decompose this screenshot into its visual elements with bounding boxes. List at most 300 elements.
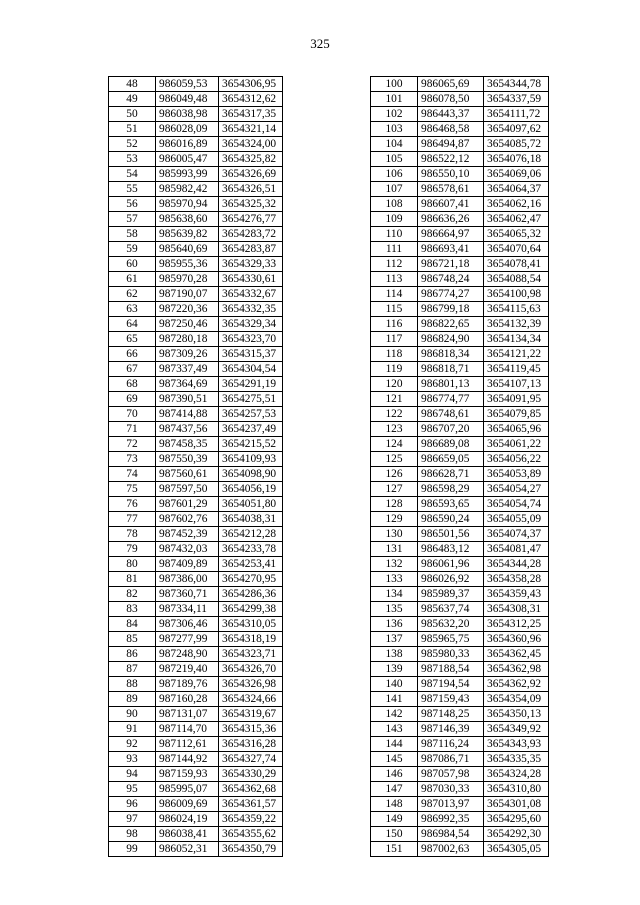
table-row bbox=[371, 527, 549, 542]
y-coordinate-cell: 3654325,82 bbox=[219, 152, 283, 167]
x-coordinate-cell: 985970,28 bbox=[156, 272, 219, 287]
x-coordinate-cell: 986748,24 bbox=[418, 272, 484, 287]
coordinates-table-right bbox=[370, 76, 549, 857]
table-row bbox=[109, 707, 283, 722]
point-number-cell: 119 bbox=[371, 362, 418, 377]
table-row bbox=[109, 752, 283, 767]
point-number-cell: 64 bbox=[109, 317, 156, 332]
point-number-cell: 57 bbox=[109, 212, 156, 227]
point-number-cell: 130 bbox=[371, 527, 418, 542]
table-row bbox=[371, 452, 549, 467]
y-coordinate-cell: 3654056,19 bbox=[219, 482, 283, 497]
x-coordinate-cell: 987114,70 bbox=[156, 722, 219, 737]
point-number-cell: 81 bbox=[109, 572, 156, 587]
y-coordinate-cell: 3654295,60 bbox=[484, 812, 549, 827]
x-coordinate-cell: 987146,39 bbox=[418, 722, 484, 737]
y-coordinate-cell: 3654324,66 bbox=[219, 692, 283, 707]
y-coordinate-cell: 3654359,43 bbox=[484, 587, 549, 602]
table-row bbox=[371, 332, 549, 347]
table-row bbox=[371, 407, 549, 422]
x-coordinate-cell: 985632,20 bbox=[418, 617, 484, 632]
point-number-cell: 68 bbox=[109, 377, 156, 392]
table-row bbox=[109, 632, 283, 647]
table-row bbox=[371, 557, 549, 572]
point-number-cell: 121 bbox=[371, 392, 418, 407]
page-number: 325 bbox=[310, 36, 330, 51]
x-coordinate-cell: 986593,65 bbox=[418, 497, 484, 512]
x-coordinate-cell: 986052,31 bbox=[156, 842, 219, 857]
point-number-cell: 92 bbox=[109, 737, 156, 752]
table-row bbox=[109, 512, 283, 527]
point-number-cell: 77 bbox=[109, 512, 156, 527]
point-number-cell: 93 bbox=[109, 752, 156, 767]
table-row bbox=[371, 92, 549, 107]
point-number-cell: 145 bbox=[371, 752, 418, 767]
y-coordinate-cell: 3654257,53 bbox=[219, 407, 283, 422]
table-row bbox=[371, 137, 549, 152]
x-coordinate-cell: 986992,35 bbox=[418, 812, 484, 827]
table-row bbox=[109, 497, 283, 512]
x-coordinate-cell: 987030,33 bbox=[418, 782, 484, 797]
x-coordinate-cell: 986818,71 bbox=[418, 362, 484, 377]
x-coordinate-cell: 986061,96 bbox=[418, 557, 484, 572]
x-coordinate-cell: 986501,56 bbox=[418, 527, 484, 542]
table-row bbox=[371, 122, 549, 137]
point-number-cell: 138 bbox=[371, 647, 418, 662]
x-coordinate-cell: 986005,47 bbox=[156, 152, 219, 167]
x-coordinate-cell: 987550,39 bbox=[156, 452, 219, 467]
x-coordinate-cell: 987452,39 bbox=[156, 527, 219, 542]
point-number-cell: 100 bbox=[371, 77, 418, 92]
table-row bbox=[109, 227, 283, 242]
table-row bbox=[109, 362, 283, 377]
table-row bbox=[109, 392, 283, 407]
table-row bbox=[109, 602, 283, 617]
table-row bbox=[109, 557, 283, 572]
table-row bbox=[371, 437, 549, 452]
point-number-cell: 86 bbox=[109, 647, 156, 662]
x-coordinate-cell: 987144,92 bbox=[156, 752, 219, 767]
y-coordinate-cell: 3654362,92 bbox=[484, 677, 549, 692]
x-coordinate-cell: 986659,05 bbox=[418, 452, 484, 467]
y-coordinate-cell: 3654321,14 bbox=[219, 122, 283, 137]
y-coordinate-cell: 3654134,34 bbox=[484, 332, 549, 347]
point-number-cell: 126 bbox=[371, 467, 418, 482]
point-number-cell: 103 bbox=[371, 122, 418, 137]
x-coordinate-cell: 987057,98 bbox=[418, 767, 484, 782]
point-number-cell: 102 bbox=[371, 107, 418, 122]
y-coordinate-cell: 3654085,72 bbox=[484, 137, 549, 152]
table-row bbox=[109, 797, 283, 812]
point-number-cell: 55 bbox=[109, 182, 156, 197]
point-number-cell: 114 bbox=[371, 287, 418, 302]
point-number-cell: 94 bbox=[109, 767, 156, 782]
point-number-cell: 134 bbox=[371, 587, 418, 602]
point-number-cell: 71 bbox=[109, 422, 156, 437]
point-number-cell: 76 bbox=[109, 497, 156, 512]
x-coordinate-cell: 986598,29 bbox=[418, 482, 484, 497]
x-coordinate-cell: 985640,69 bbox=[156, 242, 219, 257]
y-coordinate-cell: 3654107,13 bbox=[484, 377, 549, 392]
point-number-cell: 108 bbox=[371, 197, 418, 212]
x-coordinate-cell: 987437,56 bbox=[156, 422, 219, 437]
x-coordinate-cell: 987219,40 bbox=[156, 662, 219, 677]
y-coordinate-cell: 3654361,57 bbox=[219, 797, 283, 812]
point-number-cell: 85 bbox=[109, 632, 156, 647]
table-row bbox=[109, 212, 283, 227]
y-coordinate-cell: 3654323,70 bbox=[219, 332, 283, 347]
table-row bbox=[371, 362, 549, 377]
x-coordinate-cell: 986822,65 bbox=[418, 317, 484, 332]
point-number-cell: 87 bbox=[109, 662, 156, 677]
point-number-cell: 78 bbox=[109, 527, 156, 542]
y-coordinate-cell: 3654359,22 bbox=[219, 812, 283, 827]
point-number-cell: 79 bbox=[109, 542, 156, 557]
point-number-cell: 147 bbox=[371, 782, 418, 797]
table-row bbox=[371, 242, 549, 257]
point-number-cell: 115 bbox=[371, 302, 418, 317]
table-row bbox=[371, 572, 549, 587]
table-row bbox=[109, 257, 283, 272]
y-coordinate-cell: 3654286,36 bbox=[219, 587, 283, 602]
point-number-cell: 120 bbox=[371, 377, 418, 392]
y-coordinate-cell: 3654056,22 bbox=[484, 452, 549, 467]
point-number-cell: 141 bbox=[371, 692, 418, 707]
x-coordinate-cell: 987414,88 bbox=[156, 407, 219, 422]
y-coordinate-cell: 3654329,34 bbox=[219, 317, 283, 332]
y-coordinate-cell: 3654237,49 bbox=[219, 422, 283, 437]
point-number-cell: 70 bbox=[109, 407, 156, 422]
point-number-cell: 65 bbox=[109, 332, 156, 347]
x-coordinate-cell: 986774,27 bbox=[418, 287, 484, 302]
point-number-cell: 113 bbox=[371, 272, 418, 287]
x-coordinate-cell: 987280,18 bbox=[156, 332, 219, 347]
table-row bbox=[371, 767, 549, 782]
x-coordinate-cell: 987220,36 bbox=[156, 302, 219, 317]
table-row bbox=[109, 767, 283, 782]
table-row bbox=[371, 542, 549, 557]
y-coordinate-cell: 3654078,41 bbox=[484, 257, 549, 272]
point-number-cell: 149 bbox=[371, 812, 418, 827]
x-coordinate-cell: 987602,76 bbox=[156, 512, 219, 527]
y-coordinate-cell: 3654053,89 bbox=[484, 467, 549, 482]
point-number-cell: 51 bbox=[109, 122, 156, 137]
x-coordinate-cell: 986550,10 bbox=[418, 167, 484, 182]
point-number-cell: 91 bbox=[109, 722, 156, 737]
x-coordinate-cell: 986483,12 bbox=[418, 542, 484, 557]
table-row bbox=[371, 617, 549, 632]
y-coordinate-cell: 3654354,09 bbox=[484, 692, 549, 707]
table-row bbox=[109, 422, 283, 437]
x-coordinate-cell: 986607,41 bbox=[418, 197, 484, 212]
x-coordinate-cell: 986590,24 bbox=[418, 512, 484, 527]
y-coordinate-cell: 3654332,35 bbox=[219, 302, 283, 317]
point-number-cell: 61 bbox=[109, 272, 156, 287]
y-coordinate-cell: 3654301,08 bbox=[484, 797, 549, 812]
point-number-cell: 146 bbox=[371, 767, 418, 782]
y-coordinate-cell: 3654317,35 bbox=[219, 107, 283, 122]
table-row bbox=[109, 167, 283, 182]
y-coordinate-cell: 3654212,28 bbox=[219, 527, 283, 542]
point-number-cell: 116 bbox=[371, 317, 418, 332]
y-coordinate-cell: 3654292,30 bbox=[484, 827, 549, 842]
point-number-cell: 101 bbox=[371, 92, 418, 107]
table-row bbox=[371, 827, 549, 842]
x-coordinate-cell: 986028,09 bbox=[156, 122, 219, 137]
table-row bbox=[109, 677, 283, 692]
table-row bbox=[371, 797, 549, 812]
x-coordinate-cell: 985989,37 bbox=[418, 587, 484, 602]
y-coordinate-cell: 3654283,87 bbox=[219, 242, 283, 257]
x-coordinate-cell: 986038,98 bbox=[156, 107, 219, 122]
y-coordinate-cell: 3654097,62 bbox=[484, 122, 549, 137]
point-number-cell: 139 bbox=[371, 662, 418, 677]
y-coordinate-cell: 3654064,37 bbox=[484, 182, 549, 197]
x-coordinate-cell: 987159,43 bbox=[418, 692, 484, 707]
point-number-cell: 140 bbox=[371, 677, 418, 692]
y-coordinate-cell: 3654253,41 bbox=[219, 557, 283, 572]
y-coordinate-cell: 3654038,31 bbox=[219, 512, 283, 527]
x-coordinate-cell: 987013,97 bbox=[418, 797, 484, 812]
y-coordinate-cell: 3654344,78 bbox=[484, 77, 549, 92]
point-number-cell: 151 bbox=[371, 842, 418, 857]
table-row bbox=[109, 182, 283, 197]
point-number-cell: 97 bbox=[109, 812, 156, 827]
x-coordinate-cell: 986799,18 bbox=[418, 302, 484, 317]
table-row bbox=[109, 692, 283, 707]
x-coordinate-cell: 986059,53 bbox=[156, 77, 219, 92]
table-row bbox=[109, 107, 283, 122]
table-row bbox=[109, 542, 283, 557]
y-coordinate-cell: 3654054,74 bbox=[484, 497, 549, 512]
x-coordinate-cell: 986078,50 bbox=[418, 92, 484, 107]
x-coordinate-cell: 986707,20 bbox=[418, 422, 484, 437]
point-number-cell: 99 bbox=[109, 842, 156, 857]
table-row bbox=[371, 77, 549, 92]
y-coordinate-cell: 3654074,37 bbox=[484, 527, 549, 542]
y-coordinate-cell: 3654358,28 bbox=[484, 572, 549, 587]
x-coordinate-cell: 987386,00 bbox=[156, 572, 219, 587]
point-number-cell: 90 bbox=[109, 707, 156, 722]
point-number-cell: 67 bbox=[109, 362, 156, 377]
x-coordinate-cell: 987597,50 bbox=[156, 482, 219, 497]
table-row bbox=[109, 482, 283, 497]
x-coordinate-cell: 986689,08 bbox=[418, 437, 484, 452]
table-row bbox=[371, 392, 549, 407]
point-number-cell: 60 bbox=[109, 257, 156, 272]
x-coordinate-cell: 987131,07 bbox=[156, 707, 219, 722]
table-row bbox=[109, 527, 283, 542]
x-coordinate-cell: 987390,51 bbox=[156, 392, 219, 407]
point-number-cell: 137 bbox=[371, 632, 418, 647]
point-number-cell: 135 bbox=[371, 602, 418, 617]
x-coordinate-cell: 987409,89 bbox=[156, 557, 219, 572]
y-coordinate-cell: 3654062,47 bbox=[484, 212, 549, 227]
point-number-cell: 107 bbox=[371, 182, 418, 197]
y-coordinate-cell: 3654362,45 bbox=[484, 647, 549, 662]
table-row bbox=[371, 512, 549, 527]
x-coordinate-cell: 985982,42 bbox=[156, 182, 219, 197]
y-coordinate-cell: 3654312,62 bbox=[219, 92, 283, 107]
y-coordinate-cell: 3654069,06 bbox=[484, 167, 549, 182]
x-coordinate-cell: 987248,90 bbox=[156, 647, 219, 662]
x-coordinate-cell: 985638,60 bbox=[156, 212, 219, 227]
table-row bbox=[371, 752, 549, 767]
x-coordinate-cell: 987116,24 bbox=[418, 737, 484, 752]
y-coordinate-cell: 3654326,69 bbox=[219, 167, 283, 182]
point-number-cell: 95 bbox=[109, 782, 156, 797]
point-number-cell: 132 bbox=[371, 557, 418, 572]
y-coordinate-cell: 3654091,95 bbox=[484, 392, 549, 407]
table-row bbox=[371, 647, 549, 662]
x-coordinate-cell: 987188,54 bbox=[418, 662, 484, 677]
point-number-cell: 127 bbox=[371, 482, 418, 497]
x-coordinate-cell: 986009,69 bbox=[156, 797, 219, 812]
table-row bbox=[371, 167, 549, 182]
point-number-cell: 105 bbox=[371, 152, 418, 167]
x-coordinate-cell: 985980,33 bbox=[418, 647, 484, 662]
table-row bbox=[109, 452, 283, 467]
point-number-cell: 125 bbox=[371, 452, 418, 467]
x-coordinate-cell: 986038,41 bbox=[156, 827, 219, 842]
table-row bbox=[109, 467, 283, 482]
table-row bbox=[371, 422, 549, 437]
point-number-cell: 82 bbox=[109, 587, 156, 602]
table-row bbox=[109, 197, 283, 212]
y-coordinate-cell: 3654115,63 bbox=[484, 302, 549, 317]
point-number-cell: 123 bbox=[371, 422, 418, 437]
point-number-cell: 66 bbox=[109, 347, 156, 362]
y-coordinate-cell: 3654088,54 bbox=[484, 272, 549, 287]
table-row bbox=[371, 677, 549, 692]
table-row bbox=[371, 287, 549, 302]
point-number-cell: 110 bbox=[371, 227, 418, 242]
x-coordinate-cell: 987309,26 bbox=[156, 347, 219, 362]
table-row bbox=[371, 587, 549, 602]
y-coordinate-cell: 3654344,28 bbox=[484, 557, 549, 572]
x-coordinate-cell: 987194,54 bbox=[418, 677, 484, 692]
x-coordinate-cell: 987112,61 bbox=[156, 737, 219, 752]
point-number-cell: 59 bbox=[109, 242, 156, 257]
y-coordinate-cell: 3654329,33 bbox=[219, 257, 283, 272]
x-coordinate-cell: 987306,46 bbox=[156, 617, 219, 632]
y-coordinate-cell: 3654337,59 bbox=[484, 92, 549, 107]
y-coordinate-cell: 3654111,72 bbox=[484, 107, 549, 122]
point-number-cell: 52 bbox=[109, 137, 156, 152]
x-coordinate-cell: 987250,46 bbox=[156, 317, 219, 332]
x-coordinate-cell: 986664,97 bbox=[418, 227, 484, 242]
x-coordinate-cell: 987189,76 bbox=[156, 677, 219, 692]
table-row bbox=[371, 782, 549, 797]
x-coordinate-cell: 987560,61 bbox=[156, 467, 219, 482]
x-coordinate-cell: 985639,82 bbox=[156, 227, 219, 242]
y-coordinate-cell: 3654310,80 bbox=[484, 782, 549, 797]
y-coordinate-cell: 3654335,35 bbox=[484, 752, 549, 767]
point-number-cell: 128 bbox=[371, 497, 418, 512]
point-number-cell: 109 bbox=[371, 212, 418, 227]
y-coordinate-cell: 3654062,16 bbox=[484, 197, 549, 212]
table-row bbox=[109, 827, 283, 842]
y-coordinate-cell: 3654276,77 bbox=[219, 212, 283, 227]
y-coordinate-cell: 3654343,93 bbox=[484, 737, 549, 752]
table-row bbox=[371, 632, 549, 647]
point-number-cell: 56 bbox=[109, 197, 156, 212]
point-number-cell: 53 bbox=[109, 152, 156, 167]
coordinates-table-left bbox=[108, 76, 283, 857]
y-coordinate-cell: 3654119,45 bbox=[484, 362, 549, 377]
point-number-cell: 62 bbox=[109, 287, 156, 302]
table-row bbox=[371, 497, 549, 512]
point-number-cell: 74 bbox=[109, 467, 156, 482]
y-coordinate-cell: 3654316,28 bbox=[219, 737, 283, 752]
y-coordinate-cell: 3654306,95 bbox=[219, 77, 283, 92]
x-coordinate-cell: 987159,93 bbox=[156, 767, 219, 782]
table-row bbox=[371, 227, 549, 242]
y-coordinate-cell: 3654349,92 bbox=[484, 722, 549, 737]
point-number-cell: 144 bbox=[371, 737, 418, 752]
table-row bbox=[109, 407, 283, 422]
table-row bbox=[109, 587, 283, 602]
point-number-cell: 63 bbox=[109, 302, 156, 317]
point-number-cell: 118 bbox=[371, 347, 418, 362]
x-coordinate-cell: 986824,90 bbox=[418, 332, 484, 347]
y-coordinate-cell: 3654065,32 bbox=[484, 227, 549, 242]
table-row bbox=[109, 437, 283, 452]
table-row bbox=[371, 212, 549, 227]
table-row bbox=[371, 692, 549, 707]
table-row bbox=[371, 662, 549, 677]
y-coordinate-cell: 3654081,47 bbox=[484, 542, 549, 557]
table-row bbox=[371, 152, 549, 167]
table-row bbox=[109, 77, 283, 92]
table-row bbox=[371, 302, 549, 317]
table-row bbox=[109, 287, 283, 302]
table-row bbox=[109, 647, 283, 662]
x-coordinate-cell: 987160,28 bbox=[156, 692, 219, 707]
point-number-cell: 129 bbox=[371, 512, 418, 527]
y-coordinate-cell: 3654308,31 bbox=[484, 602, 549, 617]
table-row bbox=[371, 482, 549, 497]
point-number-cell: 111 bbox=[371, 242, 418, 257]
x-coordinate-cell: 986578,61 bbox=[418, 182, 484, 197]
point-number-cell: 150 bbox=[371, 827, 418, 842]
y-coordinate-cell: 3654362,68 bbox=[219, 782, 283, 797]
y-coordinate-cell: 3654318,19 bbox=[219, 632, 283, 647]
y-coordinate-cell: 3654332,67 bbox=[219, 287, 283, 302]
x-coordinate-cell: 986522,12 bbox=[418, 152, 484, 167]
y-coordinate-cell: 3654098,90 bbox=[219, 467, 283, 482]
y-coordinate-cell: 3654055,09 bbox=[484, 512, 549, 527]
table-row bbox=[371, 467, 549, 482]
table-row bbox=[109, 347, 283, 362]
point-number-cell: 80 bbox=[109, 557, 156, 572]
y-coordinate-cell: 3654355,62 bbox=[219, 827, 283, 842]
y-coordinate-cell: 3654324,00 bbox=[219, 137, 283, 152]
x-coordinate-cell: 985965,75 bbox=[418, 632, 484, 647]
table-row bbox=[109, 572, 283, 587]
point-number-cell: 75 bbox=[109, 482, 156, 497]
x-coordinate-cell: 986628,71 bbox=[418, 467, 484, 482]
point-number-cell: 50 bbox=[109, 107, 156, 122]
point-number-cell: 133 bbox=[371, 572, 418, 587]
y-coordinate-cell: 3654299,38 bbox=[219, 602, 283, 617]
table-row bbox=[109, 152, 283, 167]
point-number-cell: 98 bbox=[109, 827, 156, 842]
table-row bbox=[109, 332, 283, 347]
x-coordinate-cell: 985637,74 bbox=[418, 602, 484, 617]
point-number-cell: 106 bbox=[371, 167, 418, 182]
x-coordinate-cell: 986693,41 bbox=[418, 242, 484, 257]
